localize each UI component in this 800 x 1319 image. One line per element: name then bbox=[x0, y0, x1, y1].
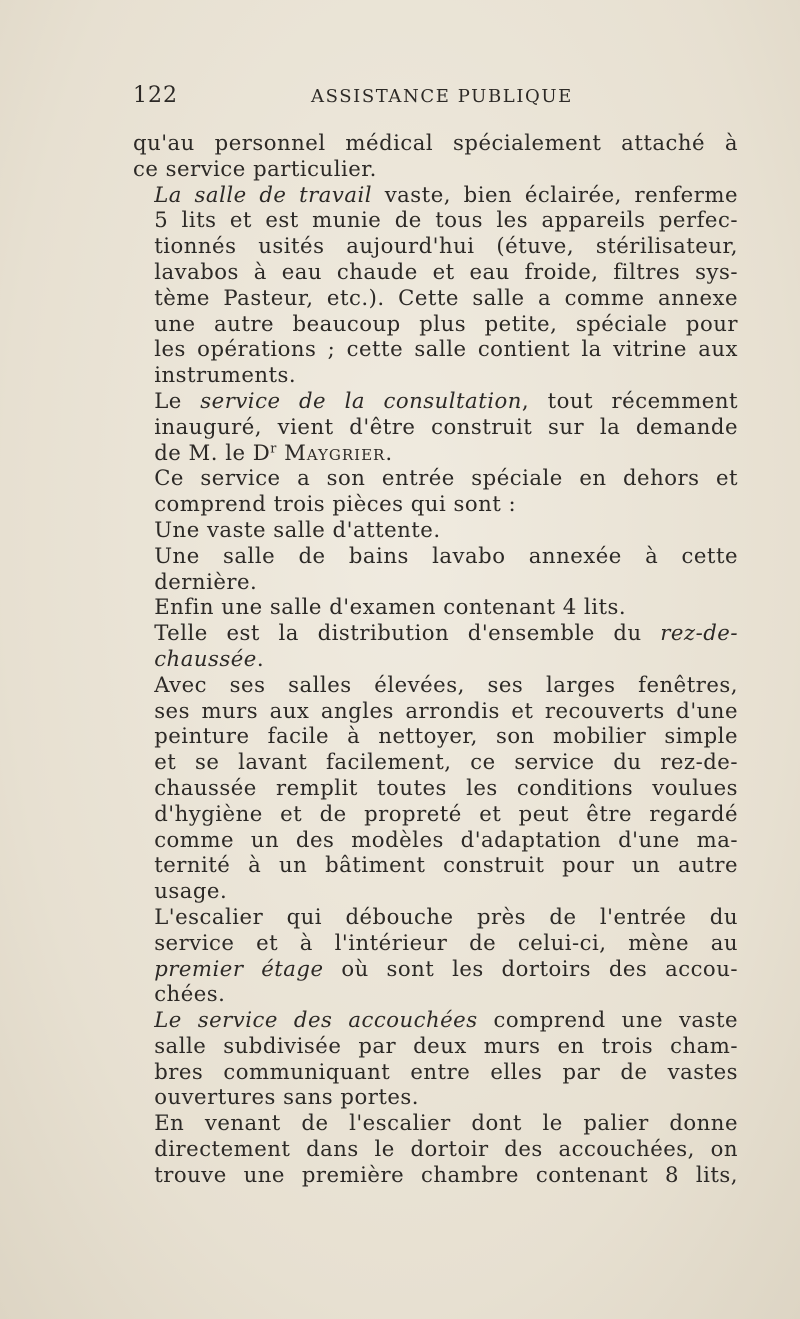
text-line: Une salle de bains lavabo annexée à cette bbox=[154, 542, 738, 568]
text-line: Avec ses salles élevées, ses larges fenêtres, bbox=[154, 671, 738, 697]
paragraph bbox=[133, 388, 738, 465]
text-line: L'escalier qui débouche près de l'entrée du bbox=[154, 903, 738, 929]
text-line: d'hygiène et de propreté et peut être regardé bbox=[154, 800, 738, 826]
body-text bbox=[133, 130, 738, 1188]
superscript: r bbox=[270, 439, 277, 455]
paragraph bbox=[133, 594, 738, 620]
text-line: les opérations ; cette salle contient la vitrine aux bbox=[154, 336, 738, 362]
text-line: ouvertures sans portes. bbox=[154, 1084, 420, 1110]
text-line: usage. bbox=[154, 878, 228, 904]
text-line: lavabos à eau chaude et eau froide, filtres sys- bbox=[154, 258, 738, 284]
text-line: peinture facile à nettoyer, son mobilier simple bbox=[154, 723, 738, 749]
text-segment: , tout récemment bbox=[521, 387, 738, 413]
text-segment: Le bbox=[154, 387, 201, 413]
page-header bbox=[133, 83, 738, 115]
page-number: 122 bbox=[133, 83, 178, 108]
text-line: bres communiquant entre elles par de vastes bbox=[154, 1058, 738, 1084]
text-line: dernière. bbox=[154, 568, 258, 594]
text-line: En venant de l'escalier dont le palier donne bbox=[154, 1110, 738, 1136]
text-segment: Telle est la distribution d'ensemble du bbox=[154, 620, 661, 646]
paragraph bbox=[133, 465, 738, 517]
text-line bbox=[133, 388, 738, 414]
text-line: 5 lits et est munie de tous les appareils perfec- bbox=[154, 207, 738, 233]
paragraph bbox=[133, 620, 738, 672]
text-line: directement dans le dortoir des accouchées, on bbox=[154, 1136, 738, 1162]
running-head: ASSISTANCE PUBLIQUE bbox=[311, 86, 573, 107]
text-line: Une vaste salle d'attente. bbox=[154, 516, 441, 542]
text-line: ses murs aux angles arrondis et recouverts d'une bbox=[154, 697, 738, 723]
text-segment: vaste, bien éclairée, renferme bbox=[372, 181, 738, 207]
text-line: une autre beaucoup plus petite, spéciale pour bbox=[154, 310, 738, 336]
text-line: comprend trois pièces qui sont : bbox=[154, 491, 517, 517]
text-line: chées. bbox=[154, 981, 226, 1007]
text-line bbox=[133, 620, 738, 646]
text-line: comme un des modèles d'adaptation d'une ma- bbox=[154, 826, 738, 852]
text-segment: . bbox=[256, 645, 265, 671]
text-line: Ce service a son entrée spéciale en dehors et bbox=[154, 465, 738, 491]
text-segment: . bbox=[385, 439, 393, 465]
text-line bbox=[133, 182, 738, 208]
paragraph bbox=[133, 517, 738, 543]
text-line bbox=[133, 440, 738, 466]
text-segment: de M. le D bbox=[154, 439, 271, 465]
text-segment: où sont les dortoirs des accou- bbox=[323, 955, 738, 981]
paragraph bbox=[133, 1110, 738, 1187]
italic-term: rez-de- bbox=[660, 620, 738, 646]
text-line: inauguré, vient d'être construit sur la demande bbox=[154, 413, 738, 439]
paragraph bbox=[133, 1007, 738, 1110]
text-line bbox=[133, 1007, 738, 1033]
text-line: salle subdivisée par deux murs en trois cham- bbox=[154, 1032, 738, 1058]
italic-term: service de la consultation bbox=[200, 387, 522, 413]
italic-term: premier étage bbox=[154, 955, 324, 981]
paragraph bbox=[133, 904, 738, 1007]
text-line: ternité à un bâtiment construit pour un autre bbox=[154, 852, 738, 878]
text-line: chaussée remplit toutes les conditions voulues bbox=[154, 774, 738, 800]
paragraph bbox=[133, 672, 738, 904]
paragraph bbox=[133, 130, 738, 182]
person-name: Maygrier bbox=[284, 439, 386, 465]
text-line: tème Pasteur, etc.). Cette salle a comme annexe bbox=[154, 284, 738, 310]
italic-term: Le service des accouchées bbox=[154, 1007, 478, 1033]
text-line: instruments. bbox=[154, 362, 297, 388]
paragraph bbox=[133, 543, 738, 595]
text-line: service et à l'intérieur de celui-ci, mène au bbox=[154, 929, 738, 955]
text-line: tionnés usités aujourd'hui (étuve, stérilisateur, bbox=[154, 233, 738, 259]
text-line: ce service particulier. bbox=[133, 155, 377, 181]
text-segment: comprend une vaste bbox=[477, 1007, 738, 1033]
italic-term: chaussée bbox=[154, 645, 257, 671]
paragraph bbox=[133, 182, 738, 388]
text-line: et se lavant facilement, ce service du rez-de- bbox=[154, 749, 738, 775]
text-line bbox=[133, 956, 738, 982]
italic-term: La salle de travail bbox=[154, 181, 373, 207]
text-line: trouve une première chambre contenant 8 lits, bbox=[154, 1161, 738, 1187]
text-line: Enfin une salle d'examen contenant 4 lits. bbox=[154, 594, 627, 620]
text-line bbox=[133, 646, 738, 672]
text-line: qu'au personnel médical spécialement attaché à bbox=[133, 130, 738, 155]
